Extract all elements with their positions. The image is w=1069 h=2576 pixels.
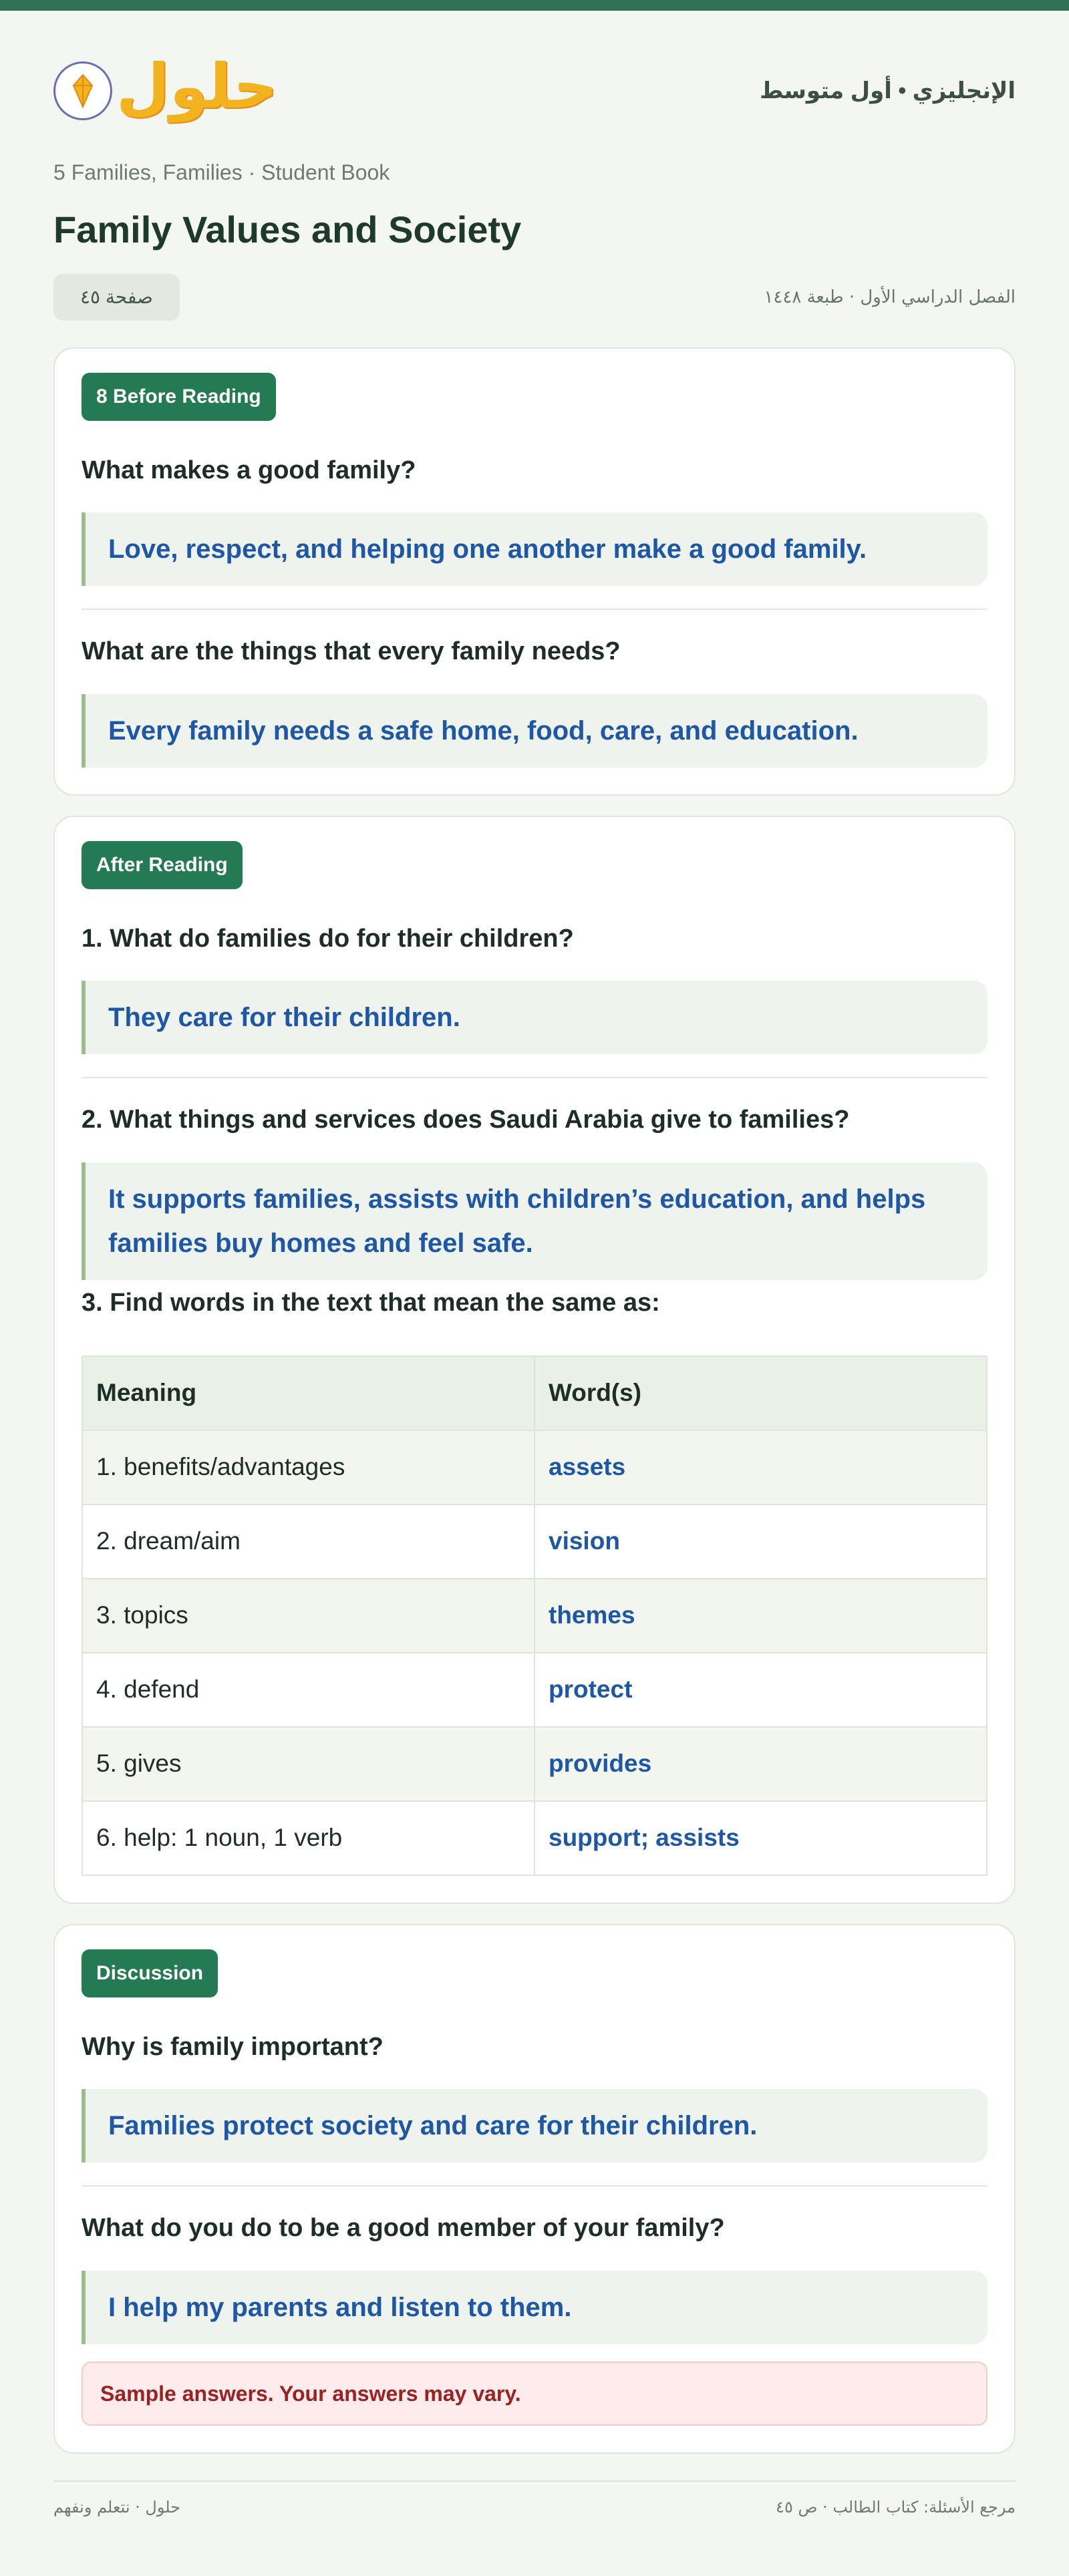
answer: Love, respect, and helping one another make a good family. (82, 512, 987, 586)
table-header-row (82, 1356, 987, 1430)
answer: I help my parents and listen to them. (82, 2271, 987, 2344)
after-reading-card (53, 816, 1016, 1904)
page (0, 11, 1069, 2517)
site-header (53, 11, 1016, 151)
meaning-cell: 1. benefits/advantages (82, 1430, 534, 1504)
section-label-discussion: Discussion (82, 1949, 218, 1997)
table-row (82, 1579, 987, 1653)
page-footer (53, 2480, 1016, 2517)
word-cell: support; assists (534, 1801, 987, 1875)
word-cell: assets (534, 1430, 987, 1504)
divider (82, 1077, 987, 1078)
question: 3. Find words in the text that mean the same as: (82, 1288, 660, 1317)
page-number-chip: صفحة ٤٥ (53, 274, 180, 321)
logo-text: حلول (116, 51, 278, 122)
table-row (82, 1504, 987, 1579)
table-row (82, 1801, 987, 1875)
section-label-before-reading: 8 Before Reading (82, 373, 276, 421)
answer: Every family needs a safe home, food, care, and education. (82, 694, 987, 768)
question: Why is family important? (82, 2032, 384, 2061)
breadcrumb: 5 Families, Families · Student Book (53, 160, 390, 184)
footer-tagline: حلول · نتعلم ونفهم (53, 2497, 180, 2517)
table-row (82, 1727, 987, 1801)
logo-badge-icon (53, 61, 112, 120)
word-cell: themes (534, 1579, 987, 1653)
table-row (82, 1430, 987, 1504)
footer-reference: مرجع الأسئلة: كتاب الطالب · ص ٤٥ (776, 2497, 1016, 2517)
section-label-after-reading: After Reading (82, 841, 243, 889)
meaning-cell: 3. topics (82, 1579, 534, 1653)
answer: They care for their children. (82, 981, 987, 1054)
meaning-cell: 2. dream/aim (82, 1504, 534, 1579)
meta-row (53, 274, 1016, 321)
logo[interactable] (53, 51, 278, 122)
question: What do you do to be a good member of your family? (82, 2214, 725, 2243)
answer: Families protect society and care for their children. (82, 2089, 987, 2162)
before-reading-card (53, 347, 1016, 796)
question: What are the things that every family needs? (82, 637, 621, 666)
page-title: Family Values and Society (53, 208, 522, 251)
divider (82, 609, 987, 610)
discussion-card (53, 1924, 1016, 2454)
table-row (82, 1653, 987, 1727)
subject-title: الإنجليزي • أول متوسط (760, 78, 1016, 104)
table-header-meaning: Meaning (82, 1356, 534, 1430)
meaning-cell: 5. gives (82, 1727, 534, 1801)
word-cell: protect (534, 1653, 987, 1727)
top-accent-bar (0, 0, 1069, 11)
table-header-words: Word(s) (534, 1356, 987, 1430)
answer: It supports families, assists with children’s education, and helps families buy homes and feel safe. (82, 1162, 987, 1280)
question: 1. What do families do for their children? (82, 924, 574, 953)
meaning-cell: 6. help: 1 noun, 1 verb (82, 1801, 534, 1875)
question: 2. What things and services does Saudi Arabia give to families? (82, 1106, 850, 1134)
vocabulary-table (82, 1355, 987, 1876)
meaning-cell: 4. defend (82, 1653, 534, 1727)
word-cell: vision (534, 1504, 987, 1579)
sample-answers-note: Sample answers. Your answers may vary. (82, 2362, 987, 2426)
divider (82, 2185, 987, 2187)
question: What makes a good family? (82, 456, 416, 484)
word-cell: provides (534, 1727, 987, 1801)
term-edition: الفصل الدراسي الأول · طبعة ١٤٤٨ (764, 287, 1016, 307)
